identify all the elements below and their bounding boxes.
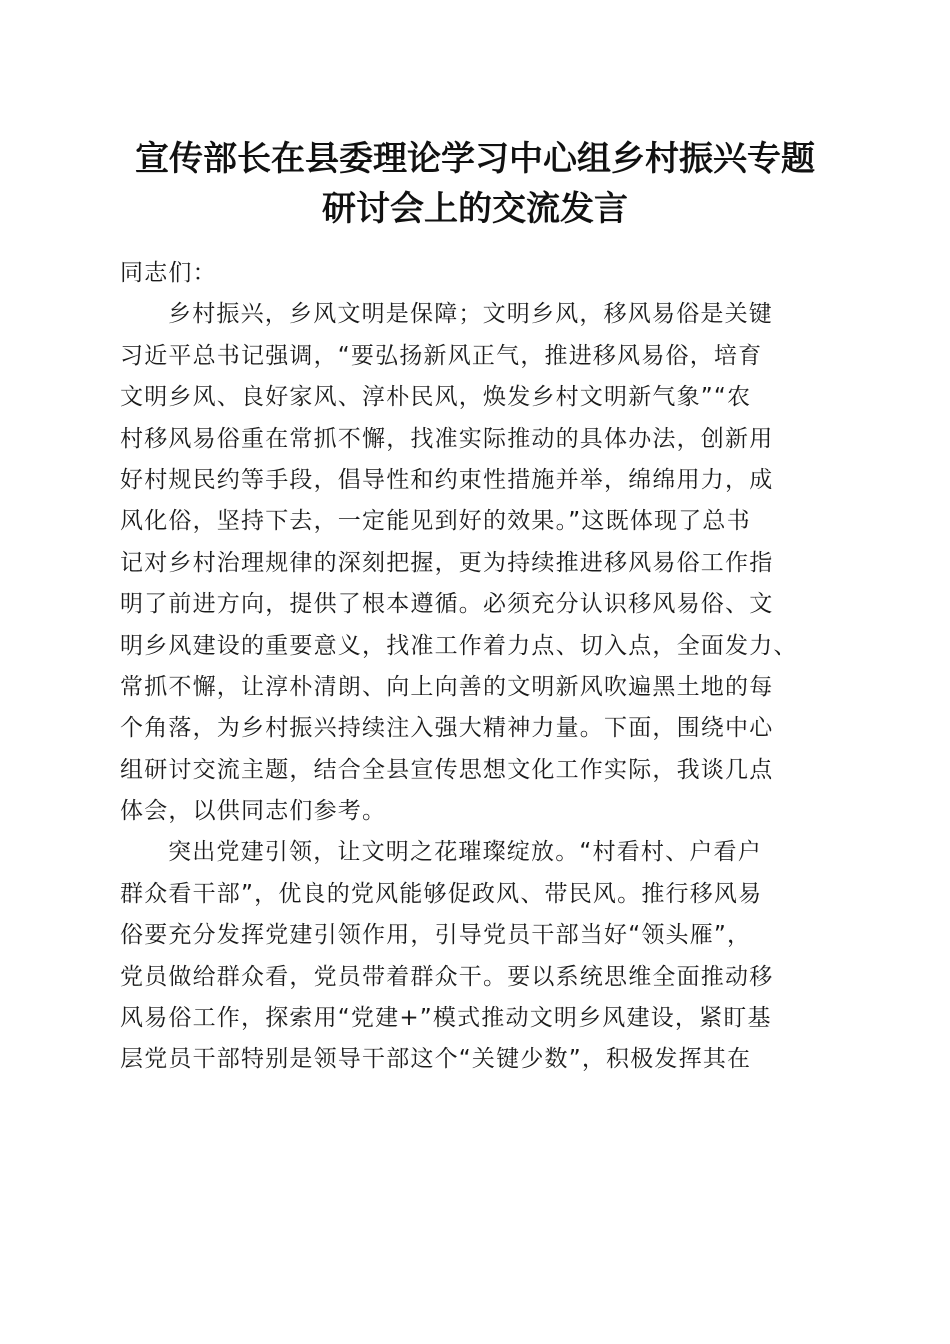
paragraph-line: 党员做给群众看，党员带着群众干。要以系统思维全面推动移 [120,963,774,990]
paragraph-line: 好村规民约等手段，倡导性和约束性措施并举，绵绵用力，成 [120,466,774,493]
paragraph-line: 村移风易俗重在常抓不懈，找准实际推动的具体办法，创新用 [120,425,774,452]
paragraph-line: 常抓不懈，让淳朴清朗、向上向善的文明新风吹遍黑土地的每 [120,673,774,700]
document-title [100,134,850,234]
paragraph-line: 风易俗工作，探索用“党建+”模式推动文明乡风建设，紧盯基 [120,1005,772,1032]
paragraph-line: 群众看干部”，优良的党风能够促政风、带民风。推行移风易 [120,880,763,907]
paragraph-line: 乡村振兴，乡风文明是保障；文明乡风，移风易俗是关键 [168,301,773,328]
paragraph-line: 明乡风建设的重要意义，找准工作着力点、切入点，全面发力、 [120,632,798,659]
paragraph-line: 俗要充分发挥党建引领作用，引导党员干部当好“领头雁”， [120,922,752,949]
paragraph-1 [120,294,840,832]
paragraph-line: 明了前进方向，提供了根本遵循。必须充分认识移风易俗、文 [120,591,774,618]
paragraph-line: 层党员干部特别是领导干部这个“关键少数”，积极发挥其在 [120,1046,752,1073]
paragraph-2 [120,832,840,1080]
paragraph-line: 组研讨交流主题，结合全县宣传思想文化工作实际，我谈几点 [120,756,774,783]
paragraph-line: 个角落，为乡村振兴持续注入强大精神力量。下面，围绕中心 [120,715,774,742]
paragraph-line: 体会，以供同志们参考。 [120,798,387,825]
title-line: 研讨会上的交流发言 [322,189,628,229]
document-body [120,253,840,1081]
paragraph-line: 习近平总书记强调，“要弘扬新风正气，推进移风易俗，培育 [120,342,763,369]
title-line: 宣传部长在县委理论学习中心组乡村振兴专题 [135,139,815,179]
paragraph-line: 记对乡村治理规律的深刻把握，更为持续推进移风易俗工作指 [120,549,774,576]
salutation: 同志们： [120,260,217,286]
paragraph-line: 突出党建引领，让文明之花璀璨绽放。“村看村、户看户 [168,839,762,866]
paragraph-line: 风化俗，坚持下去，一定能见到好的效果。”这既体现了总书 [120,508,751,535]
paragraph-line: 文明乡风、良好家风、淳朴民风，焕发乡村文明新气象”“农 [120,384,752,411]
